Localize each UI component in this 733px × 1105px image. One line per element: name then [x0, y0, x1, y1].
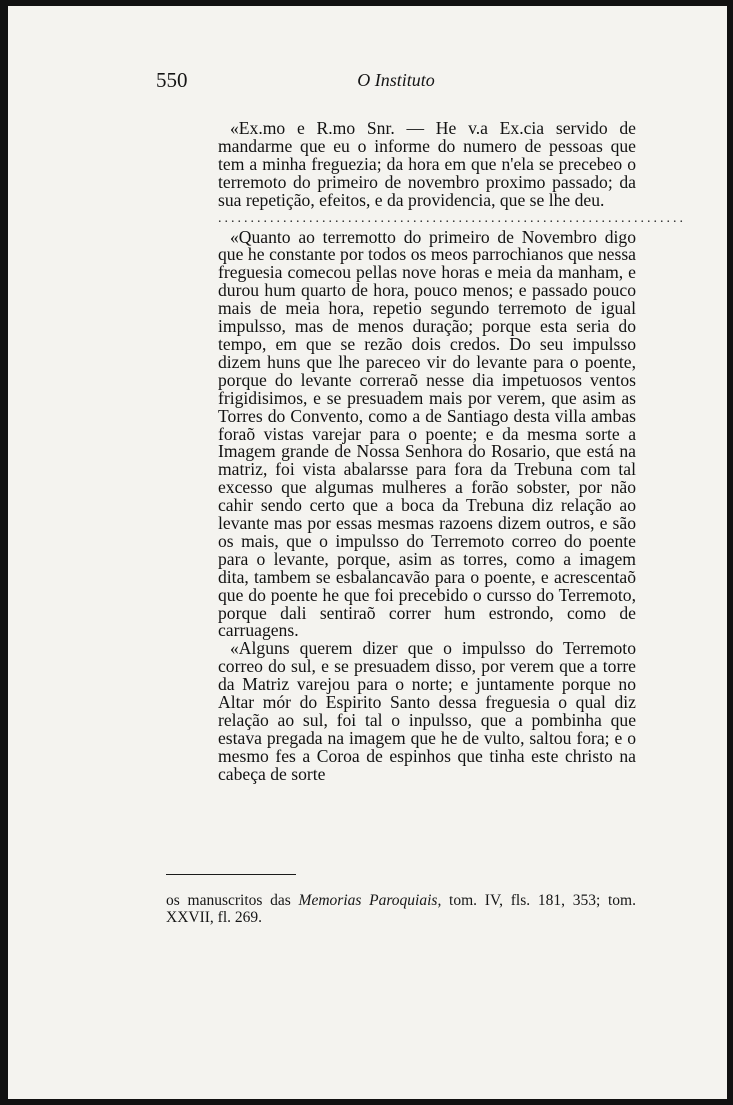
footnote-rule [166, 874, 296, 875]
footnote-reference: tom. IV, fls. 181, 353; tom. XXVII, fl. 269. [166, 892, 636, 926]
footnote-source-title: Memorias Paroquiais, [298, 892, 442, 909]
running-title: O Instituto [357, 70, 435, 90]
page-header [156, 68, 636, 96]
paragraph-letter-opening: «Ex.mo e R.mo Snr. — He v.a Ex.cia servido de mandarme que eu o informe do numero de pessoas que tem a minha freguezia; da hora em que n'ela se precebeo o terremoto do primeiro de novembro proximo passado; da sua repetição, efeitos, e da providencia, que se lhe deu. [218, 118, 636, 210]
ellipsis-separator: ........................................................................ [218, 210, 686, 226]
paragraph-earthquake-account: «Quanto ao terremotto do primeiro de Novembro digo que he constante por todos os meos parrochianos que nessa freguesia comecou pellas nove horas e meia da manham, e durou hum quarto de hora, pouco menos; e passado pouco mais de meia hora, repetio segundo terremoto de igual impulsso, mas de menos duração; porque esta seria do tempo, em que se rezão dois credos. Do seu impulsso dizem huns que lhe pareceo vir do levante para o poente, porque do levante correraõ nesse dia impetuosos ventos frigidisimos, e se presuadem mais por verem, que asim as Torres do Convento, como a de Santiago desta villa ambas foraõ vistas varejar para o poente; e da mesma sorte a Imagem grande de Nossa Senhora do Rosario, que está na matriz, foi vista abalarsse para fora da Trebuna com tal excesso que algumas mulheres a forão sobster, por não cahir sendo certo que a boca da Trebuna diz relação ao levante mas por essas mesmas razoens dizem outros, e são os mais, que o impulsso do Terremoto correo do poente para o levante, porque, asim as torres, como a imagem dita, tambem se esbalancavão para o poente, e acrescentaõ que do poente he que foi precebido o cursso do Terremoto, porque dali sentiraõ correr hum estrondo, como de carruagens. [218, 226, 636, 641]
footnote-text [166, 892, 636, 926]
page-number: 550 [156, 68, 188, 92]
footnote-lead: os manuscritos das [166, 892, 299, 909]
paragraph-south-impulse: «Alguns querem dizer que o impulsso do Terremoto correo do sul, e se presuadem disso, por verem que a torre da Matriz varejou para o norte; e juntamente porque no Altar mór do Espirito Santo dessa freguesia o qual diz relação ao sul, foi tal o inpulsso, que a pombinha que estava pregada na imagem que he de vulto, saltou fora; e o mesmo fes a Coroa de espinhos que tinha este christo na cabeça de sorte [218, 638, 636, 784]
footnote [166, 892, 636, 926]
book-page [8, 6, 727, 1099]
body-text [218, 118, 686, 784]
